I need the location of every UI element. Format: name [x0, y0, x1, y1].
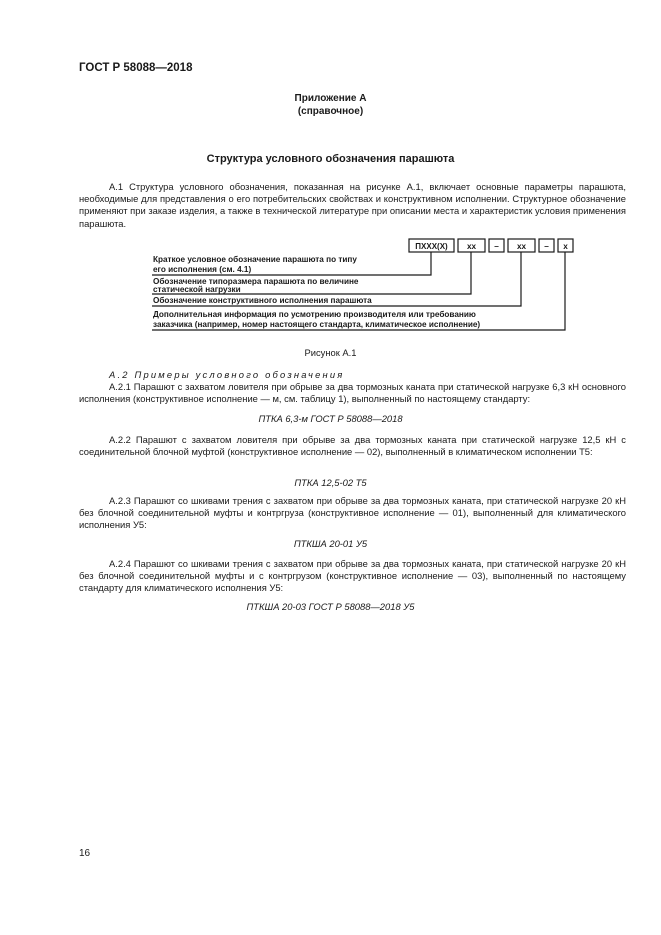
- figure-label-line: Обозначение типоразмера парашюта по величине: [153, 277, 359, 286]
- figure-label-line: Обозначение конструктивного исполнения парашюта: [153, 296, 372, 305]
- figure-label-line: статической нагрузки: [153, 285, 241, 294]
- document-header: ГОСТ Р 58088—2018: [79, 62, 193, 74]
- figure-label-line: Дополнительная информация по усмотрению производителя или требованию: [153, 310, 476, 319]
- appendix-subtitle: (справочное): [297, 106, 364, 117]
- examples-heading: [109, 369, 344, 380]
- example-paragraph: А.2.3 Парашют со шкивами трения с захватом при обрыве за два тормозных каната, при статической нагрузке 20 кН без блочной соединительной муфты и контргруза (конструктивное исполнение — 01), выполненный для климатического исполнения У5:: [79, 495, 626, 531]
- figure-box-text: хх: [516, 242, 527, 251]
- appendix-title: Приложение А: [294, 93, 367, 104]
- designation-structure-figure: [0, 235, 661, 335]
- example-designation: ПТКА 6,3-м ГОСТ Р 58088—2018: [258, 413, 403, 424]
- appendix-heading: [0, 92, 661, 118]
- figure-box-text: хх: [466, 242, 477, 251]
- example-paragraph: А.2.2 Парашют с захватом ловителя при обрыве за два тормозных каната при статической нагрузке 12,5 кН с соединительной блочной муфтой (конструктивное исполнение — 02), выполненный в климатическом исполнении Т5:: [79, 434, 626, 458]
- examples-heading-text: А.2 Примеры условного обозначения: [109, 369, 345, 380]
- figure-box-text: –: [544, 242, 549, 251]
- figure-label-line: заказчика (например, номер настоящего стандарта, климатическое исполнение): [153, 320, 481, 329]
- intro-paragraph: А.1 Структура условного обозначения, показанная на рисунке А.1, включает основные параметры парашюта, необходимые для представления о его потребительских свойствах и конструктивном исполнении. Структурное обозначение применяют при заказе изделия, а также в технической литературе при описании места и характеристик условия применения парашюта.: [79, 181, 626, 229]
- figure-label-line: его исполнения (см. 4.1): [153, 265, 252, 274]
- page-number: 16: [79, 848, 91, 859]
- figure-box-text: ПХХХ(Х): [415, 242, 448, 251]
- section-title: Структура условного обозначения парашюта: [206, 153, 455, 165]
- figure-box-text: –: [494, 242, 499, 251]
- example-paragraph: А.2.1 Парашют с захватом ловителя при обрыве за два тормозных каната при статической нагрузке 6,3 кН основного исполнения (конструктивное исполнение — м, см. таблицу 1), выполненный по настоящему стандарту:: [79, 381, 626, 405]
- example-designation: ПТКША 20-01 У5: [293, 538, 368, 549]
- example-designation: ПТКША 20-03 ГОСТ Р 58088—2018 У5: [246, 601, 415, 612]
- figure-box-text: х: [563, 242, 568, 251]
- example-designation: ПТКА 12,5-02 Т5: [294, 477, 367, 488]
- figure-label-line: Краткое условное обозначение парашюта по типу: [153, 255, 357, 264]
- example-paragraph: А.2.4 Парашют со шкивами трения с захватом при обрыве за два тормозных каната, при статической нагрузке 20 кН без блочной соединительной муфты и с контргрузом (конструктивное исполнение — 03), выполненный по настоящему стандарту для климатического исполнения У5:: [79, 558, 626, 594]
- figure-caption: Рисунок А.1: [304, 347, 357, 358]
